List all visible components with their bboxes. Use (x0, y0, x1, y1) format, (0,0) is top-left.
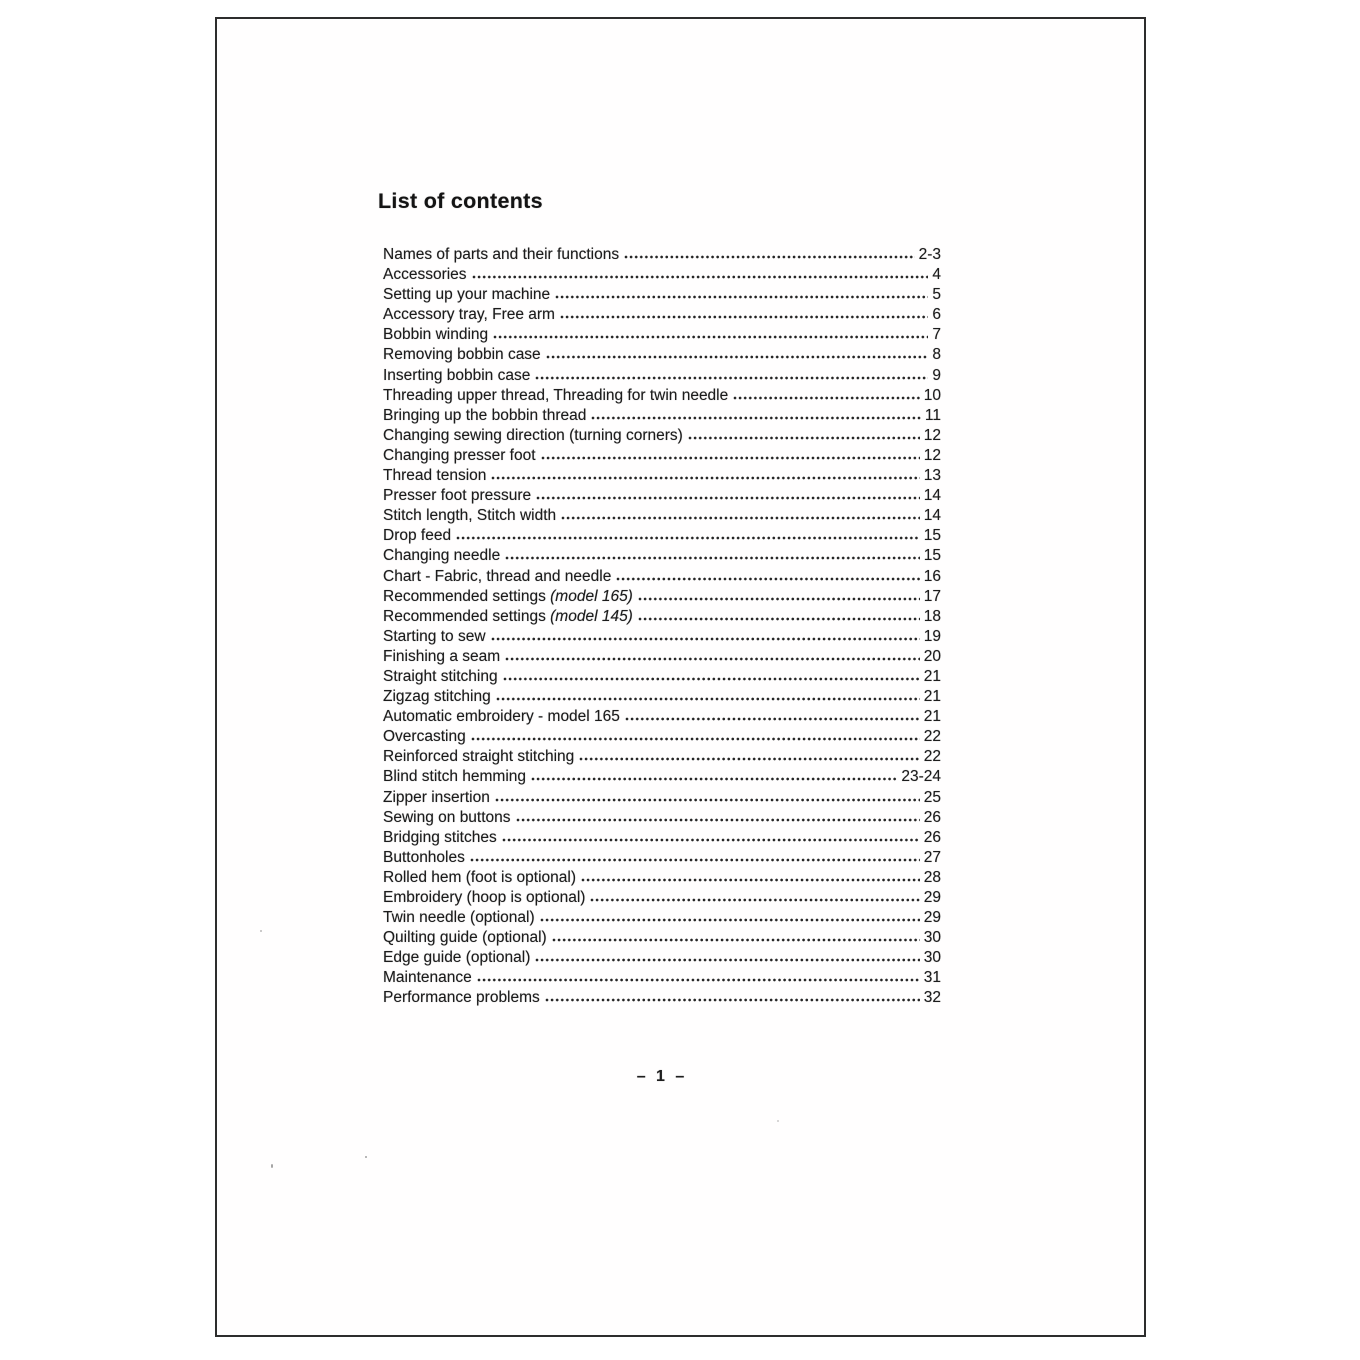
document-page (215, 17, 1146, 1337)
toc-row (383, 326, 941, 346)
dot-leader (503, 669, 920, 681)
dot-leader (546, 347, 929, 359)
toc-row (383, 608, 941, 628)
dot-leader (545, 990, 920, 1002)
dot-leader (470, 850, 920, 862)
toc-row (383, 447, 941, 467)
toc-row (383, 467, 941, 487)
toc-entry-page: 13 (923, 467, 941, 485)
scan-artifact (271, 1164, 273, 1168)
toc-entry-label: Quilting guide (optional) (383, 929, 547, 947)
toc-row (383, 568, 941, 588)
dot-leader (516, 810, 920, 822)
toc-row (383, 286, 941, 306)
toc-row (383, 949, 941, 969)
dot-leader (472, 267, 929, 279)
dot-leader (535, 368, 928, 380)
toc-entry-page: 29 (923, 909, 941, 927)
toc-entry-label: Automatic embroidery - model 165 (383, 708, 620, 726)
toc-entry-label: Finishing a seam (383, 647, 501, 665)
dot-leader (456, 528, 920, 540)
toc-entry-label: Bobbin winding (383, 326, 489, 344)
dot-leader (531, 769, 897, 781)
dot-leader (491, 629, 920, 641)
toc-row (383, 849, 941, 869)
toc-entry-page: 22 (923, 748, 941, 766)
toc-row (383, 407, 941, 427)
toc-entry-page: 26 (923, 828, 941, 846)
toc-row (383, 346, 941, 366)
toc-entry-label: Edge guide (optional) (383, 949, 531, 967)
toc-row (383, 367, 941, 387)
scan-artifact (260, 930, 262, 932)
toc-entry-label: Sewing on buttons (383, 808, 511, 826)
toc-entry-page: 26 (923, 808, 941, 826)
dot-leader (591, 408, 921, 420)
toc-entry-label: Maintenance (383, 969, 472, 987)
dot-leader (579, 749, 919, 761)
toc-row (383, 427, 941, 447)
toc-entry-label: Threading upper thread, Threading for twin needle (383, 386, 729, 404)
toc-row (383, 306, 941, 326)
toc-entry-page: 29 (923, 889, 941, 906)
toc-row (383, 266, 941, 286)
dot-leader (560, 307, 928, 319)
toc-entry-page: 6 (932, 306, 941, 324)
toc-entry-page: 21 (923, 667, 941, 685)
toc-entry-label: Accessory tray, Free arm (383, 306, 555, 324)
toc-row (383, 688, 941, 708)
toc-entry-label: Accessories (383, 266, 467, 284)
toc-row (383, 748, 941, 768)
toc-entry-page: 11 (924, 406, 941, 424)
toc-entry-label: Names of parts and their functions (383, 246, 620, 263)
toc-entry-page: 32 (923, 989, 941, 1007)
toc-row (383, 989, 941, 1009)
dot-leader (638, 609, 920, 621)
dot-leader (536, 488, 920, 500)
toc-entry-label: Buttonholes (383, 848, 465, 866)
dot-leader (552, 930, 920, 942)
toc-row (383, 768, 941, 788)
toc-entry-page: 10 (923, 386, 941, 404)
toc-entry-page: 14 (923, 487, 941, 505)
dot-leader (477, 970, 920, 982)
toc-row (383, 246, 941, 266)
dot-leader (555, 287, 928, 299)
dot-leader (541, 448, 920, 460)
toc-entry-label: Setting up your machine (383, 286, 551, 304)
toc-entry-page: 31 (923, 969, 941, 987)
toc-entry-label: Overcasting (383, 728, 466, 746)
toc-entry-label: Presser foot pressure (383, 487, 532, 505)
toc-entry-page: 18 (923, 607, 941, 625)
dot-leader (540, 910, 920, 922)
toc-entry-page: 21 (923, 688, 941, 706)
toc-entry-label: Removing bobbin case (383, 346, 541, 364)
toc-entry-page: 15 (923, 547, 941, 565)
toc-entry-label: Embroidery (hoop is optional) (383, 889, 586, 906)
toc-row (383, 789, 941, 809)
toc-entry-label: Drop feed (383, 527, 452, 545)
toc-entry-page: 28 (923, 868, 941, 886)
toc-entry-label: Performance problems (383, 989, 540, 1007)
toc-row (383, 889, 941, 909)
dot-leader (502, 830, 920, 842)
dot-leader (733, 388, 920, 400)
toc-entry-page: 12 (923, 446, 941, 464)
page-number-footer: – 1 – (636, 1068, 688, 1085)
toc-entry-label: Blind stitch hemming (383, 768, 527, 786)
toc-row (383, 929, 941, 949)
dot-leader (505, 649, 920, 661)
dot-leader (625, 709, 920, 721)
toc-row (383, 728, 941, 748)
toc-row (383, 547, 941, 567)
toc-entry-label: Zigzag stitching (383, 688, 491, 706)
toc-entry-page: 4 (932, 266, 941, 284)
toc-entry-page: 9 (932, 366, 941, 384)
toc-row (383, 668, 941, 688)
dot-leader (496, 689, 920, 701)
dot-leader (638, 589, 920, 601)
toc-row (383, 487, 941, 507)
toc-row (383, 648, 941, 668)
toc-entry-label: Inserting bobbin case (383, 366, 531, 384)
dot-leader (535, 950, 919, 962)
toc-entry-label: Bridging stitches (383, 828, 497, 846)
toc-entry-page: 30 (923, 949, 941, 967)
toc-entry-label: Zipper insertion (383, 788, 490, 806)
toc-row (383, 829, 941, 849)
dot-leader (581, 870, 920, 882)
toc-entry-label: Straight stitching (383, 667, 498, 685)
scan-artifact (777, 1120, 779, 1122)
toc-row (383, 507, 941, 527)
dot-leader (495, 790, 920, 802)
toc-entry-page: 16 (923, 567, 941, 585)
toc-entry-label: Rolled hem (foot is optional) (383, 868, 576, 886)
dot-leader (616, 569, 919, 581)
toc-entry-page: 5 (932, 286, 941, 304)
toc-entry-page: 20 (923, 647, 941, 665)
toc-entry-page: 2-3 (918, 246, 941, 263)
toc-entry-page: 25 (923, 788, 941, 806)
toc-entry-label: Changing presser foot (383, 446, 536, 464)
toc-entry-page: 21 (923, 708, 941, 726)
dot-leader (688, 428, 920, 440)
scan-artifact (365, 1156, 367, 1158)
toc-entry-label: Recommended settings (model 145) (383, 607, 633, 625)
toc-row (383, 387, 941, 407)
toc-entry-page: 17 (923, 587, 941, 605)
toc-row (383, 628, 941, 648)
toc-entry-label: Recommended settings (model 165) (383, 587, 633, 605)
toc-entry-page: 15 (923, 527, 941, 545)
dot-leader (590, 890, 919, 902)
toc-entry-page: 23-24 (901, 768, 941, 786)
table-of-contents (383, 246, 941, 1010)
toc-row (383, 708, 941, 728)
toc-row (383, 869, 941, 889)
toc-row (383, 809, 941, 829)
toc-entry-label: Bringing up the bobbin thread (383, 406, 587, 424)
toc-entry-page: 27 (923, 848, 941, 866)
toc-entry-label: Stitch length, Stitch width (383, 507, 557, 525)
toc-entry-page: 7 (932, 326, 941, 344)
toc-entry-page: 12 (923, 426, 941, 444)
toc-entry-page: 14 (923, 507, 941, 525)
dot-leader (561, 508, 920, 520)
dot-leader (471, 729, 920, 741)
dot-leader (491, 468, 919, 480)
dot-leader (493, 327, 928, 339)
page-title: List of contents (378, 189, 543, 213)
toc-entry-page: 30 (923, 929, 941, 947)
toc-entry-page: 8 (932, 346, 941, 364)
toc-entry-label: Twin needle (optional) (383, 909, 535, 927)
dot-leader (624, 247, 915, 259)
toc-entry-label: Changing needle (383, 547, 501, 565)
toc-row (383, 527, 941, 547)
toc-entry-label: Chart - Fabric, thread and needle (383, 567, 612, 585)
toc-entry-label: Changing sewing direction (turning corners) (383, 426, 683, 444)
toc-row (383, 588, 941, 608)
toc-entry-label: Starting to sew (383, 627, 486, 645)
toc-entry-page: 22 (923, 728, 941, 746)
dot-leader (505, 548, 920, 560)
toc-entry-label: Thread tension (383, 467, 487, 485)
toc-entry-page: 19 (923, 627, 941, 645)
toc-row (383, 909, 941, 929)
toc-entry-label: Reinforced straight stitching (383, 748, 575, 766)
toc-row (383, 969, 941, 989)
